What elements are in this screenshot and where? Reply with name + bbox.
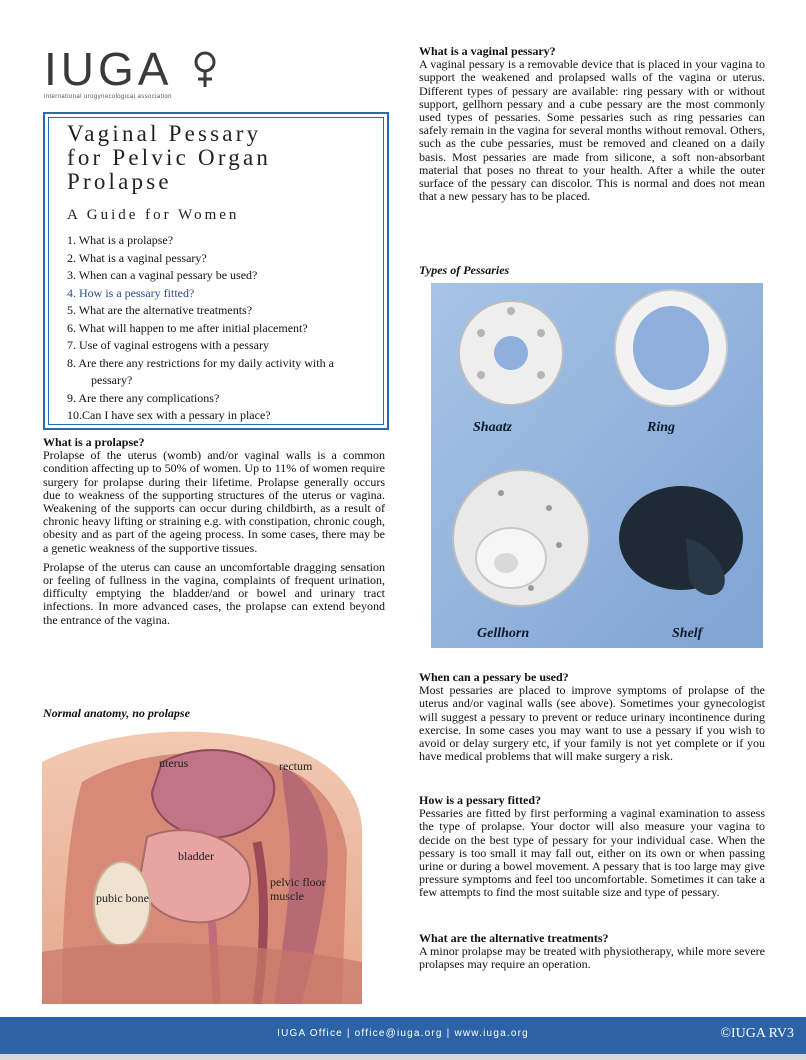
toc-item: 4. How is a pessary fitted? — [67, 285, 195, 300]
section-heading: What are the alternative treatments? — [419, 931, 609, 945]
label-uterus: uterus — [159, 756, 189, 770]
toc-item: 2. What is a vaginal pessary? — [67, 250, 207, 265]
toc-item: 5. What are the alternative treatments? — [67, 303, 253, 317]
section-heading: What is a prolapse? — [43, 435, 145, 449]
document-subtitle: A Guide for Women — [67, 207, 240, 223]
toc-item: 6. What will happen to me after initial placement? — [67, 320, 308, 335]
label-rectum: rectum — [279, 759, 313, 773]
paragraph: Prolapse of the uterus (womb) and/or vaginal walls is a common condition affecting up to 50% of women. Up to 11% of women require surgery for prolapse during their lifetime. Prolapse generally occurs due to weakness of the supporting structures of the uterus or vagina. Weakening of the supports can occur during childbirth, as a result of chronic heavy lifting or straining e.g. with constipation, chronic cough, obesity and as part of the ageing process. In some cases, there may be a genetic weakness of the supportive tissues. — [43, 448, 385, 555]
label-pelvic-floor-muscle: muscle — [270, 889, 304, 903]
paragraph: Pessaries are fitted by first performing a vaginal examination to assess the type of prolapse. Your doctor will also measure your vagina to decide on the best type of pessary for your individual case. When the pessary is too small it may fall out, either on its own or when passing urine or during a bowel movement. A pessary that is too large may give pressure symptoms and feel too uncomfortable. Sometimes it can take a few attempts to find the most suitable size and type of pessary. — [419, 806, 765, 900]
title-line: Vaginal Pessary — [67, 121, 262, 146]
section-heading: When can a pessary be used? — [419, 670, 569, 684]
label-ring: Ring — [647, 420, 676, 435]
pessary-types-photo — [431, 283, 763, 648]
footer-copyright: ©IUGA RV3 — [720, 1026, 794, 1041]
paragraph: A vaginal pessary is a removable device that is placed in your vagina to support the weakened and prolapsed walls of the vagina or uterus. Different types of pessary are available: ring pessary with or without support, gellhorn pessary and a cube pessary are the most commonly used types of pessaries. Some pessaries such as ring pessaries can safely remain in the vagina for several months without removal. Others, such as the cube pessaries, must be removed and cleaned on a daily basis. Most pessaries are made from silicone, a soft non-absorbant material that poses no threat to your health. After a while the outer surface of the pessary can discolor. This is normal and does not mean that a new pessary has to be placed. — [419, 57, 765, 204]
logo-text: IUGA — [44, 43, 173, 95]
document-title — [67, 122, 271, 194]
logo-subtitle: international urogynecological association — [44, 94, 172, 100]
bottom-strip — [0, 1054, 806, 1060]
types-caption: Types of Pessaries — [419, 263, 510, 277]
section-heading: What is a vaginal pessary? — [419, 44, 556, 58]
title-box — [43, 112, 389, 430]
footer-contact: IUGA Office | office@iuga.org | www.iuga.org — [277, 1028, 529, 1039]
toc-item: 10.Can I have sex with a pessary in place? — [67, 408, 271, 422]
toc-item: 3. When can a vaginal pessary be used? — [67, 268, 258, 282]
toc-item: 8. Are there any restrictions for my daily activity with a pessary? — [67, 355, 334, 387]
paragraph: Most pessaries are placed to improve symptoms of prolapse of the uterus and/or vaginal walls (see above). Sometimes your gynecologist will suggest a pessary to prevent or reduce urinary incontinence during exercise. In some cases you may want to use a pessary if you wish to avoid or delay surgery etc, if your family is not yet complete or if you have medical problems that will make surgery a risk. — [419, 683, 765, 764]
table-of-contents — [67, 232, 367, 425]
label-gellhorn: Gellhorn — [477, 626, 530, 641]
label-shaatz: Shaatz — [473, 420, 512, 435]
anatomy-caption: Normal anatomy, no prolapse — [43, 706, 190, 720]
title-line: Prolapse — [67, 169, 172, 194]
prolapse-section — [43, 436, 385, 627]
footer-bar — [0, 1017, 806, 1054]
alternatives-section — [419, 932, 765, 972]
toc-item: 1. What is a prolapse? — [67, 233, 174, 247]
vaginal-pessary-section — [419, 45, 765, 203]
fitted-section — [419, 794, 765, 900]
toc-item: 7. Use of vaginal estrogens with a pessary — [67, 338, 269, 352]
paragraph: A minor prolapse may be treated with physiotherapy, while more severe prolapses may require an operation. — [419, 944, 765, 972]
label-pubic-bone: pubic bone — [96, 891, 149, 905]
iuga-logo — [44, 43, 173, 100]
paragraph: Prolapse of the uterus can cause an uncomfortable dragging sensation or feeling of fullness in the vagina, complaints of frequent urination, difficulty emptying the bladder/and or bowel and urinary tract infections. In more advanced cases, the prolapse can extend beyond the entrance of the vagina. — [43, 559, 385, 627]
label-bladder: bladder — [178, 849, 214, 863]
title-line: for Pelvic Organ — [67, 145, 272, 170]
when-used-section — [419, 671, 765, 763]
female-symbol-icon — [192, 50, 218, 90]
toc-item: 9. Are there any complications? — [67, 390, 220, 405]
pelvic-anatomy-illustration — [42, 722, 362, 1004]
section-heading: How is a pessary fitted? — [419, 793, 541, 807]
label-pelvic-floor: pelvic floor — [270, 875, 326, 889]
label-shelf: Shelf — [672, 626, 703, 641]
